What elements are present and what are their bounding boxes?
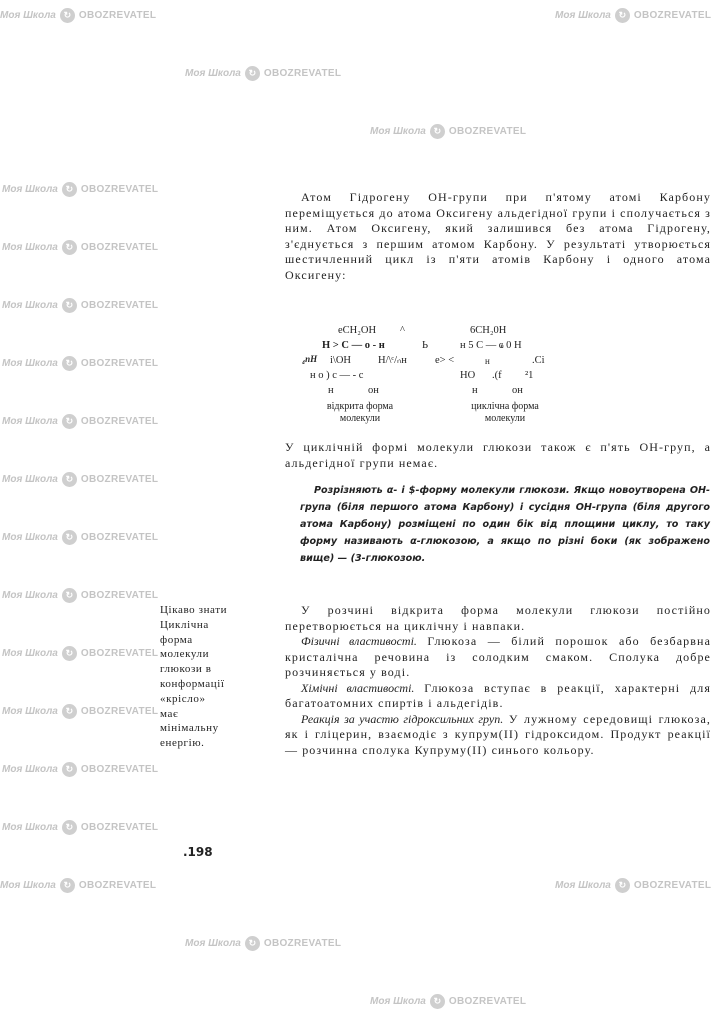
watermark-brand: OBOZREVATEL	[80, 300, 159, 311]
watermark-brand: Моя Школа	[2, 474, 58, 485]
text-paragraph: У циклічній формі молекули глюкози також є п'ять ОН-груп, а альдегідної групи немає.	[285, 440, 711, 470]
obozrevatel-logo-icon: ↻	[62, 298, 77, 313]
watermark-brand: Моя Школа	[2, 358, 58, 369]
obozrevatel-logo-icon: ↻	[62, 820, 77, 835]
text-paragraph: Атом Гідрогену ОН-групи при п'ятому атомі Карбону переміщується до атома Оксигену альдегідної групи і сполучається з ним. Атом Оксигену, який залишився без атома Гідрогену, з'єднується з першим атомом Карбону. У результаті утворюється шестичленний цикл із п'яти атомів Карбону і одного атома Оксигену:	[285, 190, 711, 282]
obozrevatel-logo-icon: ↻	[62, 414, 77, 429]
watermark-brand: OBOZREVATEL	[80, 242, 159, 253]
watermark-brand: OBOZREVATEL	[80, 416, 159, 427]
watermark-brand: Моя Школа	[2, 242, 58, 253]
text-paragraph: У розчині відкрита форма молекули глюкози постійно перетворюється на циклічну і навпаки.	[285, 603, 711, 633]
formula-text: ^	[400, 325, 405, 336]
watermark	[2, 472, 158, 487]
obozrevatel-logo-icon: ↻	[245, 66, 260, 81]
formula-text: ₄пН	[302, 354, 318, 364]
watermark-brand: OBOZREVATEL	[263, 938, 342, 949]
formula-text: он	[512, 385, 523, 396]
watermark-brand: Моя Школа	[370, 996, 426, 1007]
watermark-brand: Моя Школа	[2, 590, 58, 601]
caption-line: циклічна форма	[471, 401, 539, 412]
formula-text: 6CH₂0H	[470, 325, 507, 336]
watermark-brand: Моя Школа	[2, 300, 58, 311]
sidebar-line: мінімальну	[160, 722, 219, 735]
obozrevatel-logo-icon: ↻	[62, 182, 77, 197]
obozrevatel-logo-icon: ↻	[62, 588, 77, 603]
obozrevatel-logo-icon: ↻	[62, 646, 77, 661]
watermark-brand: OBOZREVATEL	[80, 590, 159, 601]
watermark-brand: OBOZREVATEL	[80, 184, 159, 195]
watermark	[2, 588, 158, 603]
watermark-brand: Моя Школа	[2, 648, 58, 659]
chemical-properties	[285, 681, 711, 712]
formula-text: н 5 C — ҩ 0 H	[460, 340, 522, 351]
obozrevatel-logo-icon: ↻	[430, 124, 445, 139]
obozrevatel-logo-icon: ↻	[62, 762, 77, 777]
formula-text: .Ci	[532, 355, 545, 366]
caption-line: молекули	[484, 413, 526, 424]
watermark-brand: OBOZREVATEL	[633, 880, 712, 891]
paragraph-cyclic-form	[285, 440, 711, 471]
formula-text: н	[472, 385, 478, 396]
watermark	[2, 646, 158, 661]
formula-text: он	[368, 385, 379, 396]
watermark	[0, 878, 156, 893]
section-title: Реакція за участю гідроксильних груп.	[301, 711, 504, 726]
watermark-brand: OBOZREVATEL	[80, 822, 159, 833]
formula-text: н	[485, 356, 490, 366]
watermark	[555, 8, 711, 23]
formula-text: eCH₂OH	[338, 325, 377, 336]
glucose-structure-formula	[300, 325, 700, 437]
watermark-brand: OBOZREVATEL	[80, 706, 159, 717]
hydroxyl-reaction	[285, 712, 711, 759]
watermark-brand: Моя Школа	[555, 880, 611, 891]
watermark	[185, 936, 341, 951]
page-number: .198	[183, 845, 213, 859]
formula-text: н о ) с — - с	[310, 370, 364, 381]
watermark-brand: OBOZREVATEL	[80, 474, 159, 485]
watermark	[0, 8, 156, 23]
watermark-brand: OBOZREVATEL	[78, 880, 157, 891]
formula-text: ²1	[525, 370, 534, 381]
watermark-brand: Моя Школа	[2, 706, 58, 717]
sidebar-line: «крісло»	[160, 692, 206, 705]
watermark	[2, 414, 158, 429]
watermark-brand: Моя Школа	[0, 880, 56, 891]
watermark-brand: Моя Школа	[370, 126, 426, 137]
watermark-brand: OBOZREVATEL	[80, 358, 159, 369]
watermark	[2, 182, 158, 197]
watermark	[185, 66, 341, 81]
watermark-brand: OBOZREVATEL	[78, 10, 157, 21]
section-text: Глюкоза — білий порошок або безбарвна кристалічна речовина із солодким смаком. Сполука добре розчиняється у воді.	[285, 634, 711, 679]
obozrevatel-logo-icon: ↻	[615, 8, 630, 23]
formula-text: Ь	[422, 340, 429, 351]
formula-text: i\OH	[330, 355, 351, 366]
watermark-brand: OBOZREVATEL	[80, 648, 159, 659]
formula-text: e> <	[435, 355, 455, 366]
obozrevatel-logo-icon: ↻	[245, 936, 260, 951]
watermark-brand: Моя Школа	[185, 938, 241, 949]
physical-properties	[285, 634, 711, 681]
sidebar-line: Цікаво знати	[160, 604, 228, 616]
watermark	[2, 704, 158, 719]
formula-text: HO	[460, 370, 476, 381]
watermark-brand: Моя Школа	[2, 416, 58, 427]
obozrevatel-logo-icon: ↻	[62, 704, 77, 719]
formula-text: н	[328, 385, 334, 396]
obozrevatel-logo-icon: ↻	[62, 530, 77, 545]
caption-line: відкрита форма	[326, 401, 394, 412]
watermark-brand: Моя Школа	[2, 764, 58, 775]
watermark-brand: Моя Школа	[555, 10, 611, 21]
obozrevatel-logo-icon: ↻	[60, 878, 75, 893]
watermark	[2, 240, 158, 255]
section-text: У лужному середовищі глюкоза, як і гліцерин, взаємодіє з купрум(II) гідроксидом. Продукт реакції — розчинна сполука Купруму(II) синього кольору.	[285, 711, 711, 757]
paragraph-cyclization	[285, 190, 711, 283]
obozrevatel-logo-icon: ↻	[62, 240, 77, 255]
watermark	[2, 356, 158, 371]
watermark-brand: OBOZREVATEL	[80, 532, 159, 543]
formula-text: H/\ᶜ/ₙн	[378, 355, 407, 366]
watermark	[2, 820, 158, 835]
obozrevatel-logo-icon: ↻	[60, 8, 75, 23]
watermark-brand: Моя Школа	[0, 10, 56, 21]
watermark-brand: Моя Школа	[2, 822, 58, 833]
obozrevatel-logo-icon: ↻	[615, 878, 630, 893]
properties-section	[285, 603, 711, 758]
sidebar-line: Циклічна	[160, 618, 209, 631]
watermark-brand: Моя Школа	[2, 184, 58, 195]
caption-cyclic-form	[445, 401, 565, 425]
caption-open-form	[300, 401, 420, 425]
obozrevatel-logo-icon: ↻	[62, 472, 77, 487]
note-text: Розрізняють α- і $-форму молекули глюкози. Якщо новоутворена ОН-група (біля першого атома Карбону) і сусідня ОН-група (біля другого атома Карбону) розміщені по один бік від площини циклу, то таку форму називають α-глюкозою, а якщо по різні боки (як зображено вище) — (3-глюкозою.	[300, 485, 710, 564]
section-title: Фізичні властивості.	[301, 634, 417, 648]
formula-text: H > C — o - н	[322, 340, 385, 351]
sidebar-line: конформації	[160, 677, 225, 690]
watermark-brand: OBOZREVATEL	[263, 68, 342, 79]
sidebar-line: форма	[160, 633, 193, 646]
watermark	[370, 124, 526, 139]
sidebar-line: має	[160, 707, 179, 720]
alpha-beta-note	[300, 482, 710, 567]
watermark-brand: Моя Школа	[185, 68, 241, 79]
section-text: Глюкоза вступає в реакції, характерні для багатоатомних спиртів і альдегідів.	[285, 680, 712, 710]
formula-text: .(f	[492, 370, 502, 381]
sidebar-line: молекули	[160, 648, 210, 661]
watermark	[2, 298, 158, 313]
watermark	[2, 530, 158, 545]
watermark	[370, 994, 526, 1009]
watermark-brand: OBOZREVATEL	[448, 996, 527, 1007]
watermark-brand: OBOZREVATEL	[448, 126, 527, 137]
caption-line: молекули	[339, 413, 381, 424]
watermark	[555, 878, 711, 893]
section-title: Хімічні властивості.	[301, 680, 415, 695]
watermark-brand: OBOZREVATEL	[80, 764, 159, 775]
sidebar-line: глюкози в	[160, 663, 212, 676]
sidebar-line: енергію.	[160, 737, 205, 750]
obozrevatel-logo-icon: ↻	[430, 994, 445, 1009]
sidebar-interesting-fact	[160, 603, 260, 751]
watermark-brand: Моя Школа	[2, 532, 58, 543]
obozrevatel-logo-icon: ↻	[62, 356, 77, 371]
watermark-brand: OBOZREVATEL	[633, 10, 712, 21]
watermark	[2, 762, 158, 777]
